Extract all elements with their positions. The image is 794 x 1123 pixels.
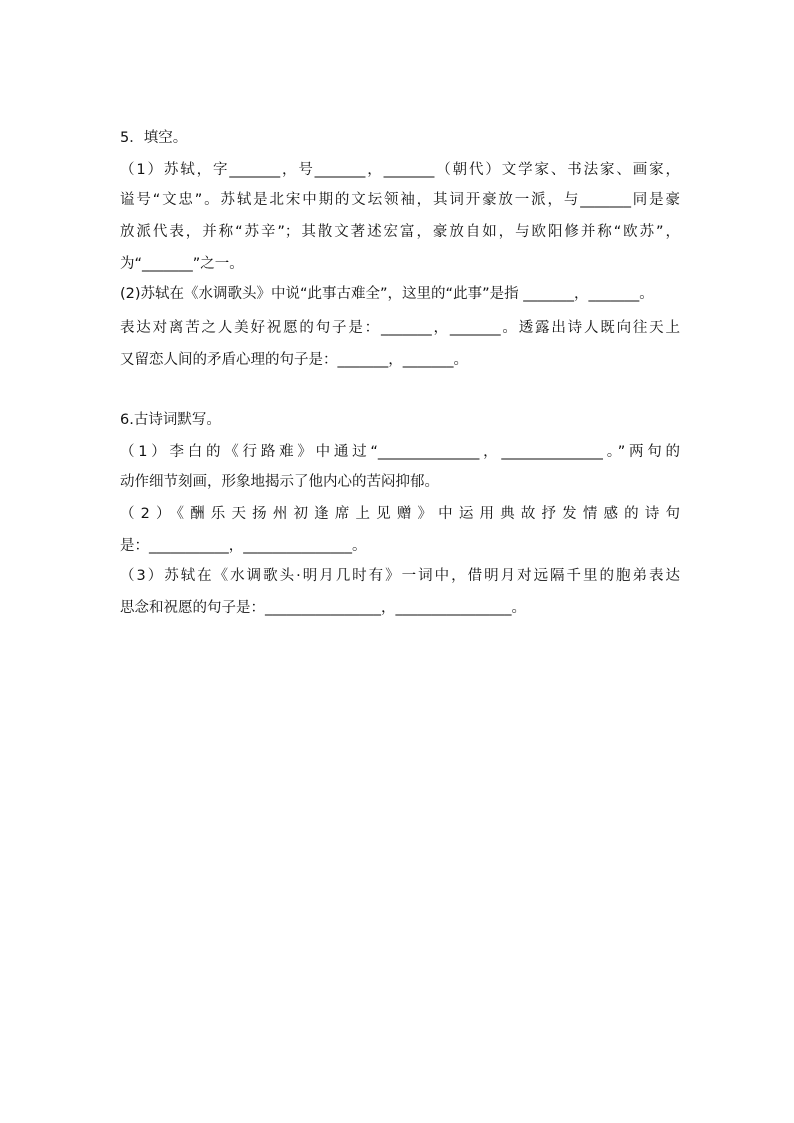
question-5-line: 又留恋人间的矛盾心理的句子是：_______，_______。 (120, 352, 468, 368)
question-6-line: （2）《酬乐天扬州初逢席上见赠》中运用典故抒发情感的诗句 (120, 506, 680, 522)
question-6-line: 是：___________，_______________。 (120, 538, 367, 554)
question-5-title: 5．填空。 (120, 130, 188, 146)
question-6-line: 动作细节刻画，形象地揭示了他内心的苦闷抑郁。 (120, 474, 439, 490)
question-6-line: （3）苏轼在《水调歌头·明月几时有》一词中，借明月对远隔千里的胞弟表达 (120, 568, 680, 584)
question-6-title: 6.古诗词默写。 (120, 412, 221, 428)
question-6-line: （1）李白的《行路难》中通过“______________，______________。”两句的 (120, 444, 680, 460)
question-5-line: 放派代表，并称“苏辛”；其散文著述宏富，豪放自如，与欧阳修并称“欧苏”， (120, 224, 680, 240)
question-5-line: (2)苏轼在《水调歌头》中说“此事古难全”，这里的“此事”是指 _______，_______。 (120, 286, 654, 302)
question-6-line: 思念和祝愿的句子是：________________，________________。 (120, 600, 526, 616)
question-5-line: 为“_______”之一。 (120, 256, 244, 272)
question-5-line: （1）苏轼，字_______，号_______，_______（朝代）文学家、书法家、画家， (120, 162, 680, 178)
question-5-line: 谥号“文忠”。苏轼是北宋中期的文坛领袖，其词开豪放一派，与_______同是豪 (120, 192, 680, 208)
question-5-line: 表达对离苦之人美好祝愿的句子是：_______，_______。透露出诗人既向往天上 (120, 320, 680, 336)
